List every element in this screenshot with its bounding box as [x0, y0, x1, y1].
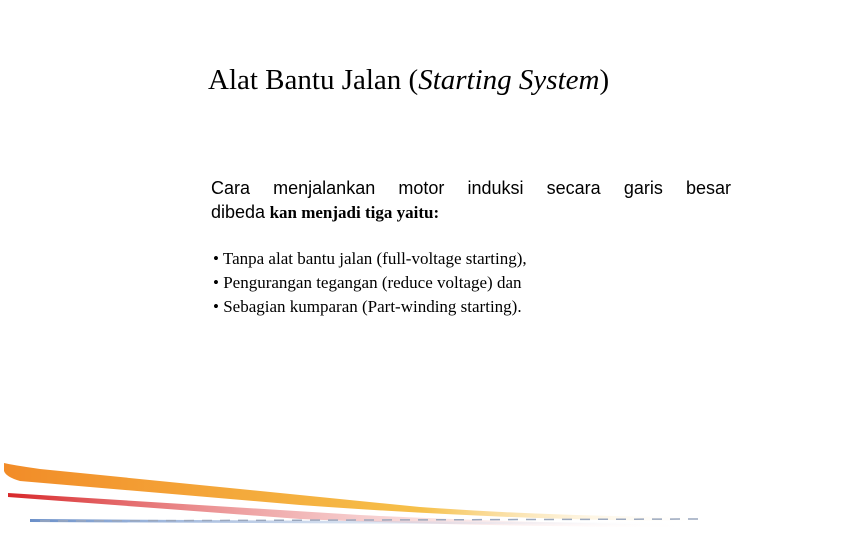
title-main: Alat Bantu Jalan (	[208, 64, 419, 96]
title-italic: Starting System	[418, 64, 600, 96]
bullet-item-reduce-voltage: • Pengurangan tegangan (reduce voltage) dan	[213, 273, 522, 292]
swoosh-band-orange	[4, 463, 700, 521]
bullet-item-full-voltage: • Tanpa alat bantu jalan (full-voltage starting),	[213, 249, 527, 268]
decorative-swoosh	[0, 455, 720, 540]
intro-line-1: Cara menjalankan motor induksi secara garis besar	[211, 178, 731, 198]
bullet-item-part-winding: • Sebagian kumparan (Part-winding starting).	[213, 297, 522, 316]
bullet-list	[213, 247, 527, 319]
intro-paragraph	[211, 176, 731, 225]
intro-line-2	[211, 200, 731, 225]
swoosh-dash-line	[40, 519, 700, 521]
title-end: )	[599, 64, 610, 96]
slide-title	[208, 64, 609, 97]
intro-line-2-sans: dibeda	[211, 202, 266, 222]
intro-line-2-serif: kan menjadi tiga yaitu:	[269, 203, 440, 222]
